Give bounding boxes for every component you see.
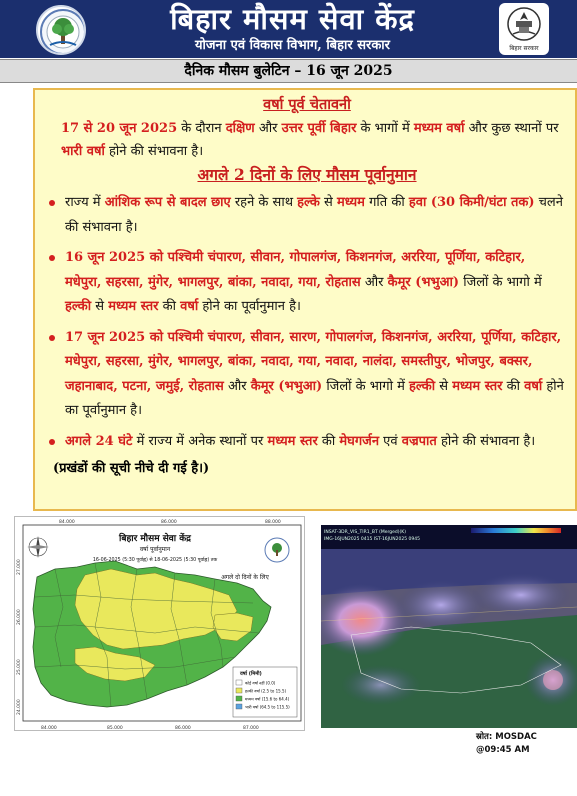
light: हल्की (65, 299, 92, 314)
text-span: की (158, 299, 181, 314)
warning-paragraph (49, 117, 565, 163)
lat-tick: 27.000 (17, 559, 22, 575)
light: हल्के (297, 195, 320, 210)
map-title: बिहार मौसम सेवा केंद्र (119, 534, 191, 544)
moderate-rain: मध्यम वर्षा (413, 121, 465, 136)
text-span: चलने की संभावना है। (65, 195, 563, 235)
sat-caption-line1: INSAT-3DR_VIS_TIR1_BT (Merged)(K) (324, 530, 406, 535)
wind-speed: हवा (30 किमी/घंटा तक) (408, 195, 535, 210)
source-time: @09:45 AM (476, 745, 530, 755)
org-subtitle: योजना एवं विकास विभाग, बिहार सरकार (194, 38, 390, 53)
lon-tick: 86.000 (161, 520, 177, 525)
next-24-hours: अगले 24 घंटे (65, 433, 133, 449)
text-span: होने का पूर्वानुमान है। (65, 378, 564, 418)
bulletin-date: दैनिक मौसम बुलेटिन – 16 जून 2025 (0, 59, 577, 83)
image-source (476, 731, 537, 757)
text-span: होने की संभावना है। (104, 144, 204, 159)
text-span: की (317, 433, 340, 449)
warning-dates: 17 से 20 जून 2025 (61, 121, 178, 136)
moderate-level: मध्यम स्तर (108, 299, 159, 314)
text-span: में राज्य में अनेक स्थानों पर (132, 433, 268, 449)
legend-title: वर्षा (मिमी) (240, 671, 262, 677)
map-subtitle: वर्षा पूर्वानुमान (139, 546, 171, 553)
text-span: होने की संभावना है। (436, 433, 536, 449)
text-span: और (254, 121, 282, 136)
legend-label: हल्की वर्षा (2.5 to 15.5) (245, 688, 287, 694)
legend-label: मध्यम वर्षा (15.6 to 64.4) (245, 696, 290, 702)
heavy-rain: भारी वर्षा (61, 144, 105, 159)
lightning: वज्रपात (401, 433, 437, 449)
bmsk-map-logo-icon (265, 538, 289, 562)
rain: वर्षा (180, 299, 199, 314)
kaimur: कैमूर (भभुआ) (250, 378, 323, 394)
lat-tick: 25.000 (17, 659, 22, 675)
text-span: जिलों के भागो में (322, 378, 409, 394)
text-span: से (435, 378, 453, 394)
rain: वर्षा (524, 378, 543, 394)
forecast-bullet-thunder (49, 430, 565, 455)
lon-tick: 86.000 (175, 726, 191, 731)
emblem-caption: बिहार सरकार (509, 45, 539, 52)
rainfall-forecast-map (14, 516, 305, 731)
map-next-days: अगले दो दिनों के लिए (221, 574, 269, 581)
lat-tick: 26.000 (17, 609, 22, 625)
lon-tick: 84.000 (59, 520, 75, 525)
org-title: बिहार मौसम सेवा केंद्र (170, 2, 415, 36)
forecast-notice-box (33, 88, 577, 511)
region-north-east: उत्तर पूर्वी बिहार (281, 121, 357, 136)
forecast-bullet-wind (49, 191, 565, 240)
region-south: दक्षिण (225, 121, 255, 136)
legend-label: कोई वर्षा नहीं (0.0) (245, 680, 276, 686)
bmsk-logo-icon (36, 5, 86, 55)
moderate-level: मध्यम स्तर (452, 378, 503, 394)
text-span: के भागों में (356, 121, 414, 136)
text-span: जिलों के भागो में (459, 274, 542, 290)
sat-colorbar (471, 528, 561, 533)
forecast-bullet-day1 (49, 246, 565, 320)
legend-swatch-light (236, 688, 242, 693)
text-span: गति की (364, 195, 409, 210)
moderate: मध्यम (336, 195, 365, 210)
text-span: और (360, 274, 388, 290)
lon-tick: 85.000 (107, 726, 123, 731)
legend-swatch-moderate (236, 696, 242, 701)
day2-districts: 17 जून 2025 को पश्चिमी चंपारण, सीवान, सारण, गोपालगंज, किशनगंज, अररिया, पूर्णिया, कटिहार, मधेपुरा, सहरसा, मुंगेर, भागलपुर, बांका, नवादा, गया, नवादा, नालंदा, समस्तीपुर, भोजपुर, बक्सर, जहानाबाद, पटना, जमुई, रोहतास (65, 329, 562, 394)
lon-tick: 84.000 (41, 726, 57, 731)
day1-districts: 16 जून 2025 को पश्चिमी चंपारण, सीवान, गोपालगंज, किशनगंज, अररिया, पूर्णिया, कटिहार, मधेपुरा, सहरसा, मुंगेर, भागलपुर, बांका, नवादा, गया, रोहतास (65, 250, 526, 290)
text-span: होने का पूर्वानुमान है। (198, 299, 301, 314)
partly-cloudy: आंशिक रूप से बादल छाए (104, 195, 231, 210)
source-line: स्रोत: MOSDAC (476, 732, 537, 742)
block-list-note: (प्रखंडों की सूची नीचे दी गई है।) (53, 461, 210, 476)
text-span: की (502, 378, 525, 394)
satellite-image (321, 525, 577, 728)
kaimur: कैमूर (भभुआ) (387, 274, 460, 290)
legend-label: भारी वर्षा (64.5 to 115.5) (245, 704, 290, 710)
bihar-emblem-icon (499, 3, 549, 55)
legend-swatch-heavy (236, 704, 242, 709)
text-span: राज्य में (65, 195, 105, 210)
text-span: के दौरान (177, 121, 226, 136)
forecast-bullet-day2 (49, 326, 565, 424)
light: हल्की (409, 378, 436, 394)
lat-tick: 24.000 (17, 699, 22, 715)
forecast-title: अगले 2 दिनों के लिए मौसम पूर्वानुमान (197, 165, 417, 184)
text-span: से (319, 195, 337, 210)
lon-tick: 87.000 (243, 726, 259, 731)
text-span: एवं (379, 433, 402, 449)
text-span: रहने के साथ (230, 195, 298, 210)
lon-tick: 88.000 (265, 520, 281, 525)
text-span: और कुछ स्थानों पर (464, 121, 559, 136)
map-legend (233, 667, 297, 717)
thunderstorm: मेघगर्जन (339, 433, 380, 449)
text-span: और (223, 378, 251, 394)
text-span: से (91, 299, 109, 314)
warning-title: वर्षा पूर्व चेतावनी (263, 96, 351, 113)
moderate-level: मध्यम स्तर (267, 433, 318, 449)
sat-caption-line2: IMG-16JUN2025 0415 IST-16JUN2025 0945 (324, 537, 420, 542)
map-period: 16-06-2025 (5:30 पूर्वाह्न) से 18-06-2025 (5:30 पूर्वाह्न) तक (92, 558, 218, 563)
header-banner (0, 0, 577, 58)
legend-swatch-no-rain (236, 680, 242, 685)
